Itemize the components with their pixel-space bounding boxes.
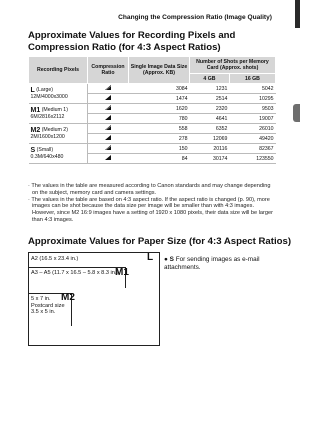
fine-quality-icon xyxy=(105,95,111,100)
fine-quality-icon xyxy=(105,135,111,140)
col-header-4gb: 4 GB xyxy=(190,74,230,84)
compression-cell xyxy=(88,84,129,94)
table-row xyxy=(29,124,276,134)
col-header-size: Single Image Data Size (Approx. KB) xyxy=(129,57,190,84)
shots-4gb-cell: 1231 xyxy=(190,84,230,94)
shots-4gb-cell: 2514 xyxy=(190,94,230,104)
email-bullet: ● S For sending images as e-mail attachments. xyxy=(164,256,260,271)
shots-16gb-cell: 82367 xyxy=(229,144,275,154)
size-cell: 150 xyxy=(129,144,190,154)
shots-4gb-cell: 30174 xyxy=(190,154,230,164)
shots-4gb-cell: 12069 xyxy=(190,134,230,144)
shots-4gb-cell: 2320 xyxy=(190,104,230,114)
table-row xyxy=(29,84,276,94)
section-edge-tab xyxy=(293,104,300,122)
shots-4gb-cell: 20116 xyxy=(190,144,230,154)
compression-cell xyxy=(88,104,129,114)
shots-16gb-cell: 9503 xyxy=(229,104,275,114)
resolution-icon: M1 xyxy=(30,107,41,114)
paper-row-postcard: 5 x 7 in. Postcard size 3.5 x 5 in. xyxy=(29,293,72,326)
shots-16gb-cell: 49420 xyxy=(229,134,275,144)
notes xyxy=(28,183,278,224)
recording-pixels-table xyxy=(28,56,276,164)
superfine-quality-icon xyxy=(105,145,111,150)
shots-16gb-cell: 5042 xyxy=(229,84,275,94)
shots-16gb-cell: 19007 xyxy=(229,114,275,124)
paper-row-a3a5: A3 – A5 (11.7 x 16.5 – 5.8 x 8.3 in.) xyxy=(29,267,126,288)
size-cell: 3084 xyxy=(129,84,190,94)
size-cell: 558 xyxy=(129,124,190,134)
size-cell: 84 xyxy=(129,154,190,164)
size-cell: 278 xyxy=(129,134,190,144)
compression-cell xyxy=(88,124,129,134)
small-size-icon: S xyxy=(169,256,174,263)
superfine-quality-icon xyxy=(105,105,111,110)
compression-cell xyxy=(88,144,129,154)
compression-cell xyxy=(88,134,129,144)
fine-quality-icon xyxy=(105,115,111,120)
pixels-cell: M1 (Medium 1) 6M/2816x2112 xyxy=(29,104,88,124)
chapter-header: Changing the Compression Ratio (Image Quality) xyxy=(118,14,272,21)
email-bullet-text: For sending images as e-mail attachments. xyxy=(164,256,260,271)
chapter-edge-tab xyxy=(295,0,300,28)
fine-quality-icon xyxy=(105,155,111,160)
col-header-pixels: Recording Pixels xyxy=(29,57,88,84)
resolution-icon: M2 xyxy=(30,127,41,134)
note-1: · The values in the table are measured according to Canon standards and may change depending on the subject, memory card and camera settings. xyxy=(28,183,271,196)
section-title-paper: Approximate Values for Paper Size (for 4:3 Aspect Ratios) xyxy=(28,236,292,247)
superfine-quality-icon xyxy=(105,125,111,130)
shots-4gb-cell: 4641 xyxy=(190,114,230,124)
size-cell: 1620 xyxy=(129,104,190,114)
size-cell: 1474 xyxy=(129,94,190,104)
paper-row-a2: A2 (16.5 x 23.4 in.) xyxy=(31,256,79,262)
table-row xyxy=(29,144,276,154)
compression-cell xyxy=(88,94,129,104)
col-header-shots: Number of Shots per Memory Card (Approx. shots) xyxy=(190,57,276,74)
col-header-16gb: 16 GB xyxy=(229,74,275,84)
size-mark-large: L xyxy=(147,252,154,263)
resolution-icon: S xyxy=(30,147,36,154)
paper-size-diagram xyxy=(28,252,160,346)
compression-cell xyxy=(88,154,129,164)
pixels-cell: S (Small) 0.3M/640x480 xyxy=(29,144,88,164)
size-cell: 780 xyxy=(129,114,190,124)
shots-4gb-cell: 6352 xyxy=(190,124,230,134)
section-title-pixels: Approximate Values for Recording Pixels and Compression Ratio (for 4:3 Aspect Ratios) xyxy=(28,30,236,53)
shots-16gb-cell: 123550 xyxy=(229,154,275,164)
shots-16gb-cell: 26010 xyxy=(229,124,275,134)
size-mark-medium2: M2 xyxy=(61,292,75,303)
table-row xyxy=(29,104,276,114)
col-header-compression: Compression Ratio xyxy=(88,57,129,84)
superfine-quality-icon xyxy=(105,85,111,90)
size-mark-medium1: M1 xyxy=(115,267,129,278)
note-2: · The values in the table are based on 4:3 aspect ratio. If the aspect ratio is changed (p. 90), more images can be shot because the data size per image will be smaller than with 4:3 images. However, since M2 16:9 images have a setting of 1920 x 1080 pixels, their data size will be larger than 4:3 images. xyxy=(28,196,273,223)
resolution-icon: L xyxy=(30,87,35,94)
pixels-cell: M2 (Medium 2) 2M/1600x1200 xyxy=(29,124,88,144)
pixels-cell: L (Large) 12M/4000x3000 xyxy=(29,84,88,104)
shots-16gb-cell: 10295 xyxy=(229,94,275,104)
compression-cell xyxy=(88,114,129,124)
